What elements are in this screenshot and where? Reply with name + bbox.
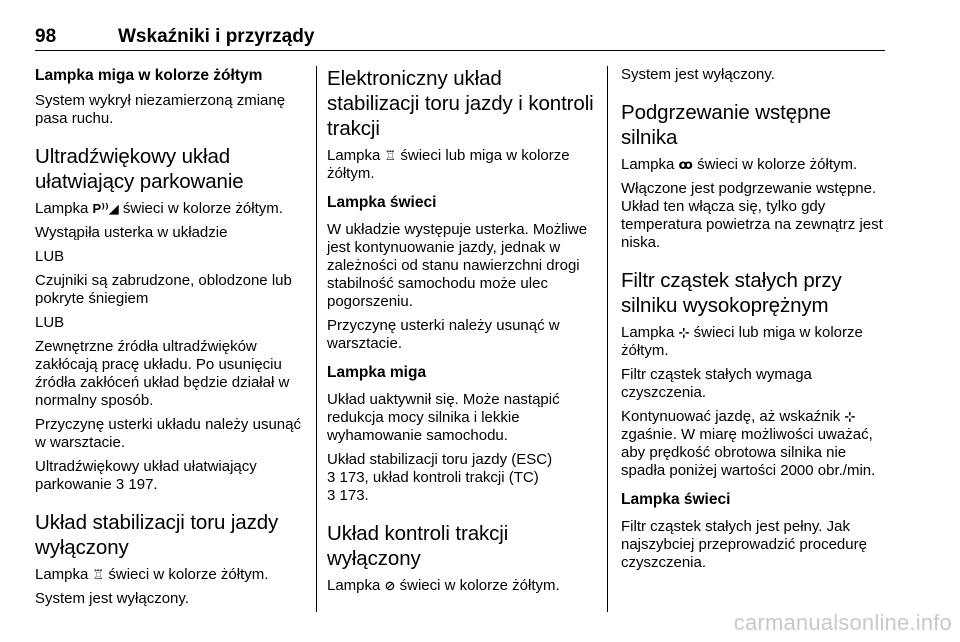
- tc-off-icon: ⊘: [384, 578, 396, 593]
- lamp-text: świeci lub miga w kolorze żółtym.: [621, 324, 863, 359]
- column-2: [327, 66, 595, 601]
- lamp-text: świeci w kolorze żółtym.: [122, 200, 283, 217]
- paragraph: W układzie występuje usterka. Możliwe jest kontynuowanie jazdy, jednak w zależności od stanu nawierzchni drogi stabilność samochodu może ulec pogorszeniu.: [327, 221, 588, 310]
- heading-tc-off: Układ kontroli trakcji wyłączony: [327, 522, 509, 570]
- lamp-word: Lampka: [621, 324, 675, 341]
- glow-plug-icon: ꝏ: [678, 157, 693, 172]
- heading-parking-assist: Ultradźwiękowy układ ułatwiający parkowanie: [35, 145, 244, 193]
- paragraph: Przyczynę usterki należy usunąć w warsztacie.: [327, 317, 560, 352]
- paragraph-lamp: [35, 200, 303, 218]
- paragraph: Układ uaktywnił się. Może nastąpić redukcja mocy silnika i lekkie wyhamowanie samochodu.: [327, 391, 560, 444]
- paragraph-lamp: [621, 324, 889, 360]
- paragraph-text: zgaśnie. W miarę możliwości uważać, aby prędkość obrotowa silnika nie spadła poniżej wartości 2000 obr./min.: [621, 426, 876, 479]
- particle-filter-icon: ⊹: [678, 325, 690, 340]
- running-title: Wskaźniki i przyrządy: [118, 26, 315, 47]
- paragraph-lamp: [327, 577, 595, 595]
- paragraph-or: LUB: [35, 314, 65, 331]
- paragraph-lamp: [35, 566, 303, 584]
- paragraph-reference: [35, 458, 303, 494]
- lamp-text: świeci w kolorze żółtym.: [108, 566, 269, 583]
- page-reference-link[interactable]: 3 173, układ kontroli trakcji (TC): [327, 469, 539, 486]
- paragraph: Czujniki są zabrudzone, oblodzone lub pokryte śniegiem: [35, 272, 292, 307]
- lamp-text: świeci w kolorze żółtym.: [399, 577, 560, 594]
- paragraph: Filtr cząstek stałych jest pełny. Jak najszybciej przeprowadzić procedurę czyszczenia.: [621, 518, 867, 571]
- page-number: 98: [35, 26, 57, 47]
- subheading-lamp-on: Lampka świeci: [327, 194, 437, 211]
- paragraph: System jest wyłączony.: [35, 590, 189, 607]
- paragraph: Zewnętrzne źródła ultradźwięków zakłócają pracę układu. Po usunięciu źródła zakłóceń układ będzie działał w normalny sposób.: [35, 338, 290, 409]
- lamp-text: świeci w kolorze żółtym.: [697, 156, 858, 173]
- paragraph-or: LUB: [35, 248, 65, 265]
- paragraph: Włączone jest podgrzewanie wstępne. Układ ten włącza się, tylko gdy temperatura powietrza na zewnątrz jest niska.: [621, 180, 883, 251]
- paragraph-lamp: [327, 147, 595, 183]
- paragraph-with-icon: [621, 408, 889, 480]
- column-divider: [316, 66, 317, 612]
- heading-esc-tc: Elektroniczny układ stabilizacji toru jazdy i kontroli trakcji: [327, 67, 594, 140]
- lamp-word: Lampka: [621, 156, 675, 173]
- paragraph: System wykrył niezamierzoną zmianę pasa ruchu.: [35, 92, 286, 127]
- particle-filter-icon: ⊹: [844, 409, 856, 424]
- column-divider: [607, 66, 608, 612]
- paragraph-lamp: [621, 156, 889, 174]
- watermark: carmanualsonline.info: [733, 610, 952, 635]
- lamp-word: Lampka: [35, 566, 89, 583]
- esc-off-icon: ♖: [92, 567, 105, 582]
- heading-preheating: Podgrzewanie wstępne silnika: [621, 101, 831, 149]
- subheading-lamp-on: Lampka świeci: [621, 491, 731, 508]
- column-3: [621, 66, 889, 578]
- heading-diesel-particle-filter: Filtr cząstek stałych przy silniku wysokoprężnym: [621, 269, 842, 317]
- lamp-word: Lampka: [327, 147, 381, 164]
- paragraph: Filtr cząstek stałych wymaga czyszczenia.: [621, 366, 812, 401]
- paragraph: Przyczynę usterki układu należy usunąć w warsztacie.: [35, 416, 301, 451]
- subheading-lamp-blinks: Lampka miga: [327, 364, 427, 381]
- lamp-word: Lampka: [327, 577, 381, 594]
- heading-esc-off: Układ stabilizacji toru jazdy wyłączony: [35, 511, 279, 559]
- column-1: [35, 66, 303, 614]
- page-reference-link[interactable]: 3 197.: [115, 476, 158, 493]
- lamp-word: Lampka: [35, 200, 89, 217]
- paragraph: System jest wyłączony.: [621, 66, 775, 83]
- page-reference-link[interactable]: 3 173.: [327, 487, 369, 504]
- reference-text: Ultradźwiękowy układ ułatwiający parkowanie: [35, 458, 257, 493]
- paragraph-text: Kontynuować jazdę, aż wskaźnik: [621, 408, 841, 425]
- lamp-text: świeci lub miga w kolorze żółtym.: [327, 147, 570, 182]
- subheading-lamp-blinks-yellow: Lampka miga w kolorze żółtym: [35, 67, 263, 84]
- parking-assist-icon: P⁾⁾◢: [92, 201, 119, 216]
- page-header: [35, 26, 885, 51]
- paragraph: Wystąpiła usterka w układzie: [35, 224, 228, 241]
- esc-icon: ♖: [384, 148, 397, 163]
- paragraph-reference: [327, 451, 595, 505]
- reference-text: Układ stabilizacji toru jazdy (ESC): [327, 451, 553, 468]
